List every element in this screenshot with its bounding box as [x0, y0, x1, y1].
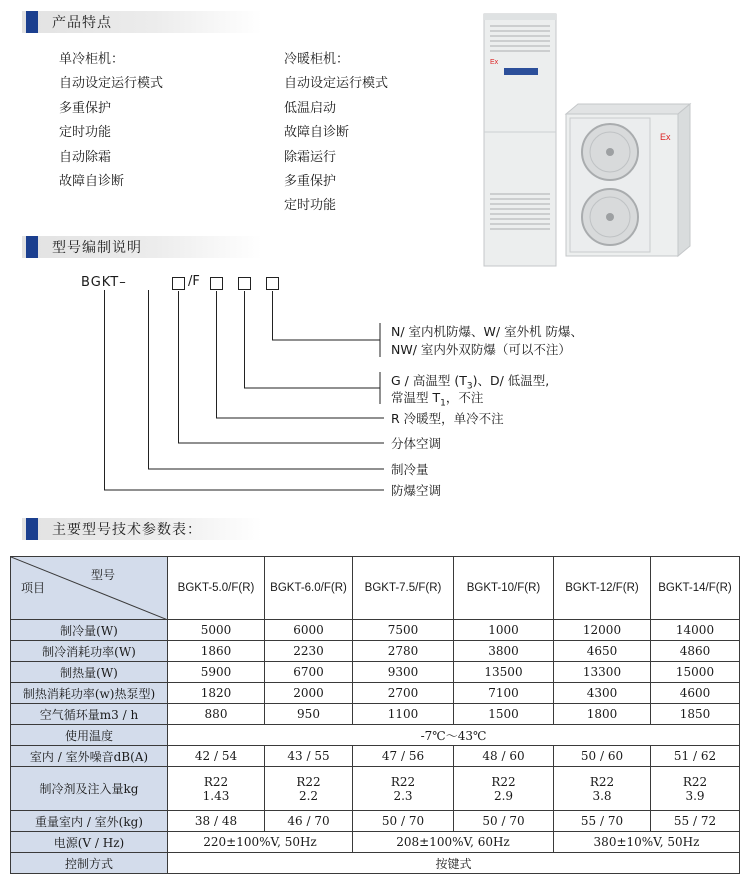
feature-item: 除霜运行 — [284, 149, 337, 165]
table-cell: 4860 — [651, 641, 740, 662]
table-row — [11, 620, 740, 641]
table-cell: 按键式 — [168, 853, 740, 874]
table-cell: 43 / 55 — [265, 746, 353, 767]
table-cell: 4650 — [554, 641, 651, 662]
table-header-row — [11, 557, 740, 620]
model-header: BGKT-5.0/F(R) — [168, 557, 265, 620]
table-cell: 14000 — [651, 620, 740, 641]
table-row — [11, 641, 740, 662]
table-cell: 47 / 56 — [353, 746, 454, 767]
table-cell: 1860 — [168, 641, 265, 662]
corner-cell — [11, 557, 168, 620]
table-cell: 3800 — [454, 641, 554, 662]
table-cell: 950 — [265, 704, 353, 725]
table-row — [11, 811, 740, 832]
row-label: 空气循环量m3 / h — [11, 704, 168, 725]
annotation-r-type: R 冷暖型，单冷不注 — [391, 411, 504, 426]
table-cell: 48 / 60 — [454, 746, 554, 767]
feature-item: 自动除霜 — [59, 149, 112, 165]
row-label: 控制方式 — [11, 853, 168, 874]
feature-item: 定时功能 — [284, 198, 337, 214]
table-cell: R22 3.9 — [651, 767, 740, 811]
features-title: 产品特点 — [52, 15, 112, 31]
table-cell: 12000 — [554, 620, 651, 641]
table-cell: 7100 — [454, 683, 554, 704]
table-cell: 13300 — [554, 662, 651, 683]
annotation-temp-2: 常温型 $T_1$，不注 — [391, 390, 484, 409]
annotation-explosion-2: NW/ 室内外双防爆（可以不注） — [391, 342, 571, 357]
table-cell: R22 2.3 — [353, 767, 454, 811]
table-cell: 13500 — [454, 662, 554, 683]
row-label: 制冷量(W) — [11, 620, 168, 641]
feature-item: 多重保护 — [284, 174, 337, 190]
table-cell: 50 / 70 — [353, 811, 454, 832]
annotation-explosion-1: N/ 室内机防爆、W/ 室外机 防爆、 — [391, 324, 584, 339]
table-cell: 1820 — [168, 683, 265, 704]
feature-item: 单冷柜机： — [59, 52, 125, 67]
table-cell: 5000 — [168, 620, 265, 641]
table-cell: 1500 — [454, 704, 554, 725]
feature-item: 故障自诊断 — [284, 125, 350, 141]
table-row — [11, 704, 740, 725]
table-cell: -7℃～43℃ — [168, 725, 740, 746]
annotation-capacity: 制冷量 — [391, 462, 429, 477]
feature-item: 定时功能 — [59, 125, 112, 141]
table-cell: R22 3.8 — [554, 767, 651, 811]
table-cell: 15000 — [651, 662, 740, 683]
row-label: 电源(V / Hz) — [11, 832, 168, 853]
model-code-slash: /F — [188, 274, 200, 289]
spec-title: 主要型号技术参数表： — [52, 522, 202, 538]
table-cell: 1800 — [554, 704, 651, 725]
row-label: 使用温度 — [11, 725, 168, 746]
table-cell: 880 — [168, 704, 265, 725]
ex-mark: Ex — [660, 132, 671, 142]
feature-item: 冷暖柜机： — [284, 52, 350, 67]
table-cell: 2780 — [353, 641, 454, 662]
model-header: BGKT-14/F(R) — [651, 557, 740, 620]
table-cell: 42 / 54 — [168, 746, 265, 767]
table-row — [11, 683, 740, 704]
row-label: 制冷剂及注入量kg — [11, 767, 168, 811]
feature-item: 低温启动 — [284, 100, 337, 116]
table-cell: 6700 — [265, 662, 353, 683]
table-row — [11, 767, 740, 811]
table-row — [11, 853, 740, 874]
feature-item: 自动设定运行模式 — [284, 76, 389, 92]
table-cell: 51 / 62 — [651, 746, 740, 767]
table-cell: R22 1.43 — [168, 767, 265, 811]
table-cell: R22 2.2 — [265, 767, 353, 811]
table-cell: 5900 — [168, 662, 265, 683]
table-cell: 38 / 48 — [168, 811, 265, 832]
table-cell: 2230 — [265, 641, 353, 662]
table-cell: 9300 — [353, 662, 454, 683]
corner-item-label: 项目 — [21, 581, 46, 595]
model-header: BGKT-6.0/F(R) — [265, 557, 353, 620]
table-cell: 50 / 70 — [454, 811, 554, 832]
model-header: BGKT-12/F(R) — [554, 557, 651, 620]
table-cell: 4600 — [651, 683, 740, 704]
table-cell: 50 / 60 — [554, 746, 651, 767]
corner-model-label: 型号 — [91, 568, 116, 582]
model-title: 型号编制说明 — [52, 240, 142, 256]
row-label: 制热消耗功率(w)热泵型) — [11, 683, 168, 704]
table-cell: 55 / 70 — [554, 811, 651, 832]
row-label: 制冷消耗功率(W) — [11, 641, 168, 662]
table-cell: 380±10%V, 50Hz — [554, 832, 740, 853]
annotation-explosion-ac: 防爆空调 — [391, 483, 442, 498]
table-row — [11, 662, 740, 683]
table-cell: 55 / 72 — [651, 811, 740, 832]
table-cell: 4300 — [554, 683, 651, 704]
section-marker — [26, 518, 38, 540]
annotation-temp-1: G / 高温型 $(T_3)$、D/ 低温型, — [391, 373, 550, 392]
annotation-split: 分体空调 — [391, 436, 442, 451]
table-row — [11, 832, 740, 853]
row-label: 室内 / 室外噪音dB(A) — [11, 746, 168, 767]
row-label: 重量室内 / 室外(kg) — [11, 811, 168, 832]
model-header: BGKT-7.5/F(R) — [353, 557, 454, 620]
feature-item: 故障自诊断 — [59, 174, 125, 190]
model-code-prefix: BGKT– — [81, 275, 127, 290]
model-header: BGKT-10/F(R) — [454, 557, 554, 620]
ex-mark: Ex — [490, 59, 499, 66]
table-cell: 46 / 70 — [265, 811, 353, 832]
row-label: 制热量(W) — [11, 662, 168, 683]
spec-table — [10, 556, 740, 874]
table-cell: 2700 — [353, 683, 454, 704]
table-cell: 1000 — [454, 620, 554, 641]
table-cell: 208±100%V, 60Hz — [353, 832, 554, 853]
table-cell: 220±100%V, 50Hz — [168, 832, 353, 853]
table-cell: 6000 — [265, 620, 353, 641]
feature-item: 多重保护 — [59, 100, 112, 116]
table-cell: 7500 — [353, 620, 454, 641]
spec-section-header — [22, 518, 262, 540]
table-cell: 1850 — [651, 704, 740, 725]
table-cell: 1100 — [353, 704, 454, 725]
table-cell: R22 2.9 — [454, 767, 554, 811]
table-row — [11, 725, 740, 746]
table-cell: 2000 — [265, 683, 353, 704]
table-row — [11, 746, 740, 767]
feature-item: 自动设定运行模式 — [59, 76, 164, 92]
